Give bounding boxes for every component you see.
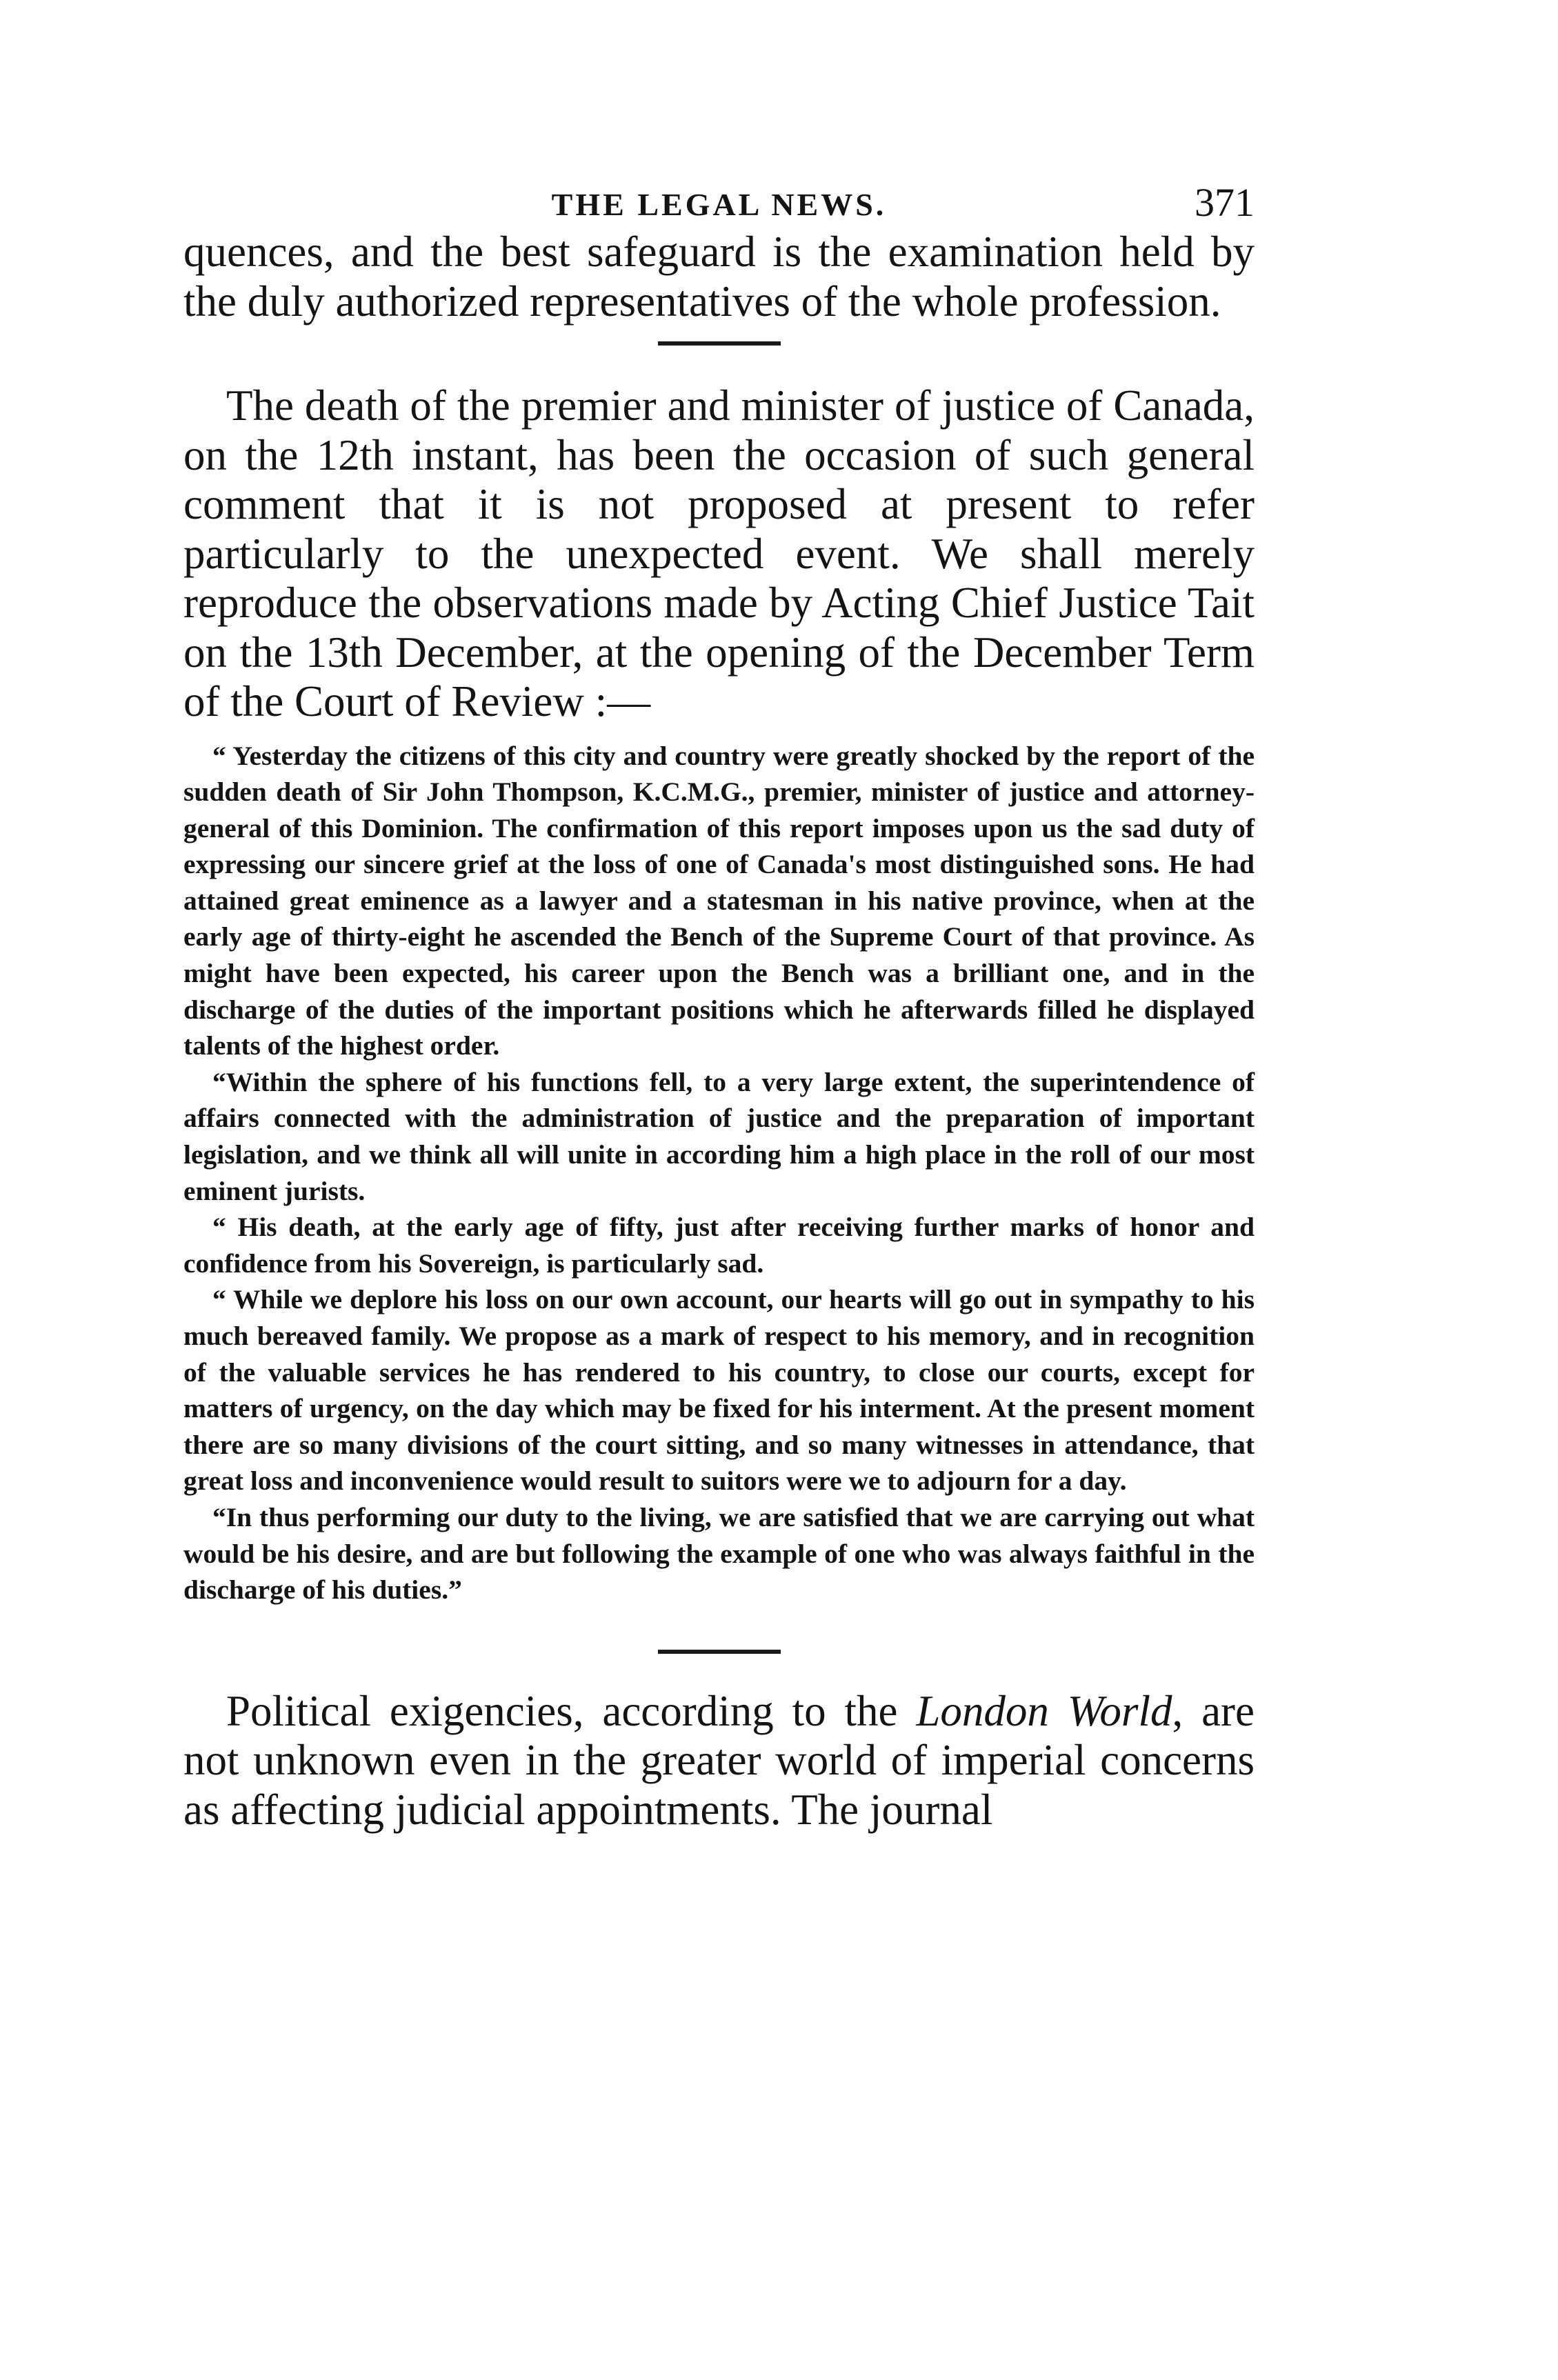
quote-paragraph: “Within the sphere of his functions fell, to a very large extent, the superintendence of affairs connected with the administration of justice and the preparation of important legislation, and we think all will unite in according him a high place in the roll of our most eminent jurists. — [183, 1066, 1255, 1206]
political-text-start: Political exigencies, according to the — [226, 1686, 917, 1735]
political-paragraph — [183, 1687, 1255, 1835]
page-body — [183, 166, 1255, 1834]
running-header — [183, 166, 1255, 228]
quote-paragraph: “ While we deplore his loss on our own account, our hearts will go out in sympathy to his much bereaved family. We propose as a mark of respect to his memory, and in recognition of the valuable services he has rendered to his country, to close our courts, except for matters of urgency, on the day which may be fixed for his interment. At the present moment there are so many divisions of the court sitting, and so many witnesses in attendance, that great loss and inconvenience would result to suitors were we to adjourn for a day. — [183, 1284, 1255, 1497]
quote-paragraph: “ Yesterday the citizens of this city and country were greatly shocked by the report of the sudden death of Sir John Thompson, K.C.M.G., premier, minister of justice and attorney-general of this Dominion. The confirmation of this report imposes upon us the sad duty of expressing our sincere grief at the loss of one of Canada's most distinguished sons. He had attained great eminence as a lawyer and a statesman in his native province, when at the early age of thirty-eight he ascended the Bench of the Supreme Court of that province. As might have been expected, his career upon the Bench was a brilliant one, and in the discharge of the duties of the important positions which he afterwards filled he displayed talents of the highest order. — [183, 740, 1255, 1061]
political-text-end: , are not unknown even in the greater world of imperial concerns as affecting judicial appointments. The journal — [183, 1686, 1255, 1834]
quote-paragraph: “In thus performing our duty to the living, we are satisfied that we are carrying out what would be his desire, and are but following the example of one who was always faithful in the discharge of his duties.” — [183, 1501, 1255, 1606]
quoted-remarks — [183, 738, 1255, 1608]
quote-paragraph: “ His death, at the early age of fifty, just after receiving further marks of honor and confidence from his Sovereign, is particularly sad. — [183, 1212, 1255, 1279]
section-divider — [658, 341, 781, 346]
journal-title: London World — [916, 1686, 1172, 1735]
page-number: 371 — [1195, 180, 1255, 225]
running-title: THE LEGAL NEWS. — [551, 187, 887, 222]
continuation-paragraph: quences, and the best safeguard is the examination held by the duly authorized representatives of the whole profession. — [183, 228, 1255, 326]
section-divider — [658, 1650, 781, 1654]
death-notice-paragraph: The death of the premier and minister of justice of Canada, on the 12th instant, has been the occasion of such general comment that it is not proposed at present to refer particularly to the unexpected event. We shall merely reproduce the observations made by Acting Chief Justice Tait on the 13th December, at the opening of the December Term of the Court of Review :— — [183, 381, 1255, 726]
